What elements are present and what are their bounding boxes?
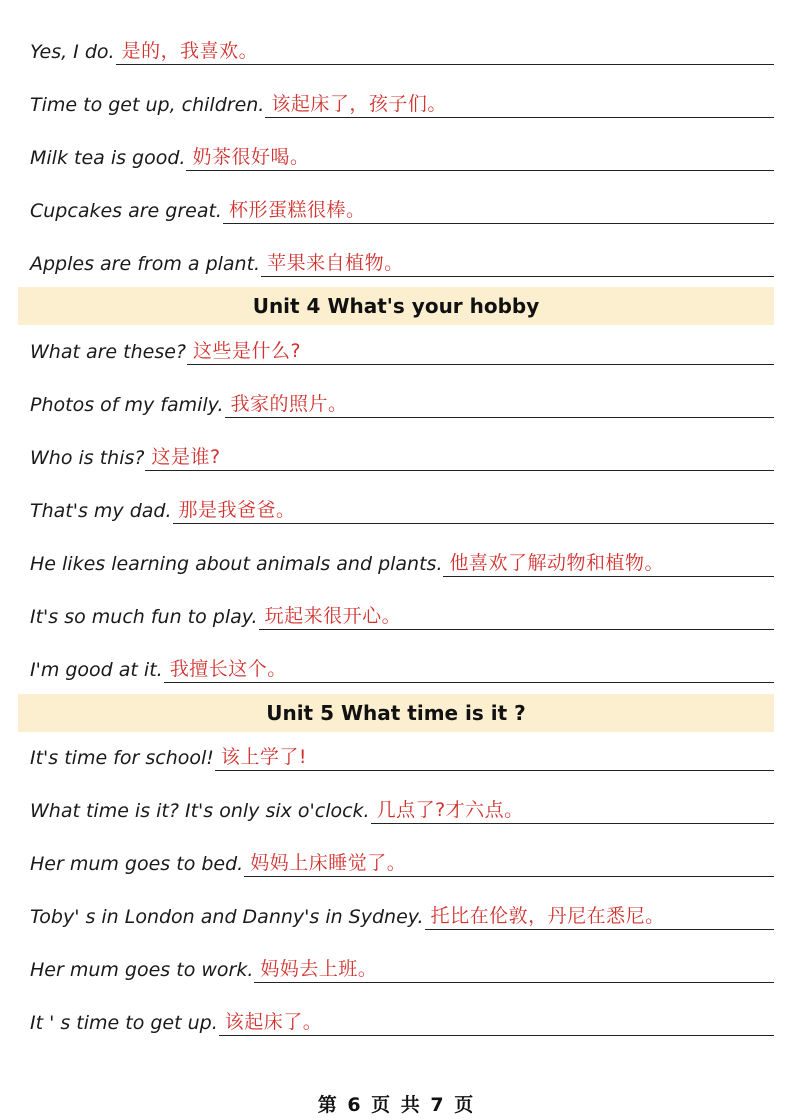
page-number: 第 6 页 共 7 页 — [317, 1094, 476, 1116]
sentence-row — [30, 418, 774, 471]
answer-line — [425, 899, 774, 930]
chinese-translation: 该起床了。 — [224, 1011, 323, 1033]
chinese-translation: 妈妈去上班。 — [260, 958, 378, 980]
chinese-translation: 这是谁? — [151, 446, 221, 468]
chinese-translation: 他喜欢了解动物和植物。 — [449, 552, 664, 574]
chinese-translation: 玩起来很开心。 — [264, 605, 402, 627]
sentence-row — [30, 118, 774, 171]
sentence-row — [30, 877, 774, 930]
english-sentence: Photos of my family. — [30, 394, 224, 416]
english-sentence: It's time for school! — [30, 747, 214, 769]
answer-line — [225, 387, 775, 418]
sentence-row — [30, 224, 774, 277]
chinese-translation: 该上学了! — [220, 746, 308, 768]
sentence-row — [30, 171, 774, 224]
english-sentence: Who is this? — [30, 447, 145, 469]
answer-line — [164, 652, 774, 683]
sentence-row — [30, 930, 774, 983]
sentence-row — [30, 365, 774, 418]
answer-line — [443, 546, 774, 577]
chinese-translation: 杯形蛋糕很棒。 — [228, 199, 366, 221]
english-sentence: Cupcakes are great. — [30, 200, 222, 222]
unit-title: Unit 4 What's your hobby — [252, 294, 540, 318]
english-sentence: Apples are from a plant. — [30, 253, 261, 275]
chinese-translation: 苹果来自植物。 — [267, 252, 404, 274]
unit-title: Unit 5 What time is it ? — [266, 701, 526, 725]
english-sentence: Her mum goes to work. — [30, 959, 254, 981]
chinese-translation: 我家的照片。 — [230, 393, 348, 415]
sentence-row — [30, 630, 774, 683]
sentence-row — [30, 577, 774, 630]
english-sentence: Milk tea is good. — [30, 147, 186, 169]
sentence-row — [30, 824, 774, 877]
chinese-translation: 是的，我喜欢。 — [121, 40, 259, 62]
sentence-row — [30, 12, 774, 65]
english-sentence: That's my dad. — [30, 500, 172, 522]
chinese-translation: 几点了?才六点。 — [376, 799, 524, 821]
chinese-translation: 这些是什么? — [193, 340, 302, 362]
answer-line — [244, 846, 774, 877]
answer-line — [265, 87, 774, 118]
chinese-translation: 我擅长这个。 — [169, 658, 287, 680]
chinese-translation: 妈妈上床睡觉了。 — [250, 852, 407, 874]
answer-line — [215, 740, 774, 771]
chinese-translation: 该起床了，孩子们。 — [271, 93, 447, 115]
answer-line — [145, 440, 774, 471]
sentence-row — [30, 524, 774, 577]
answer-line — [259, 599, 774, 630]
chinese-translation: 托比在伦敦，丹尼在悉尼。 — [430, 905, 665, 927]
sentence-row — [30, 983, 774, 1036]
english-sentence: Yes, I do. — [30, 41, 115, 63]
english-sentence: Her mum goes to bed. — [30, 853, 244, 875]
sentence-row — [30, 65, 774, 118]
chinese-translation: 奶茶很好喝。 — [192, 146, 310, 168]
english-sentence: It's so much fun to play. — [30, 606, 258, 628]
answer-line — [254, 952, 774, 983]
sentence-row — [30, 771, 774, 824]
answer-line — [223, 193, 774, 224]
english-sentence: He likes learning about animals and plants. — [30, 553, 443, 575]
answer-line — [219, 1005, 774, 1036]
answer-line — [116, 34, 774, 65]
english-sentence: What are these? — [30, 341, 186, 363]
sentence-row — [30, 718, 774, 771]
english-sentence: Toby' s in London and Danny's in Sydney. — [30, 906, 424, 928]
answer-line — [187, 334, 774, 365]
english-sentence: Time to get up, children. — [30, 94, 265, 116]
english-sentence: What time is it? It's only six o'clock. — [30, 800, 370, 822]
answer-line — [173, 493, 775, 524]
english-sentence: It ' s time to get up. — [30, 1012, 218, 1034]
answer-line — [261, 246, 774, 277]
sentence-row — [30, 471, 774, 524]
english-sentence: I'm good at it. — [30, 659, 163, 681]
sentence-row — [30, 312, 774, 365]
answer-line — [186, 140, 774, 171]
answer-line — [371, 793, 774, 824]
chinese-translation: 那是我爸爸。 — [178, 499, 296, 521]
